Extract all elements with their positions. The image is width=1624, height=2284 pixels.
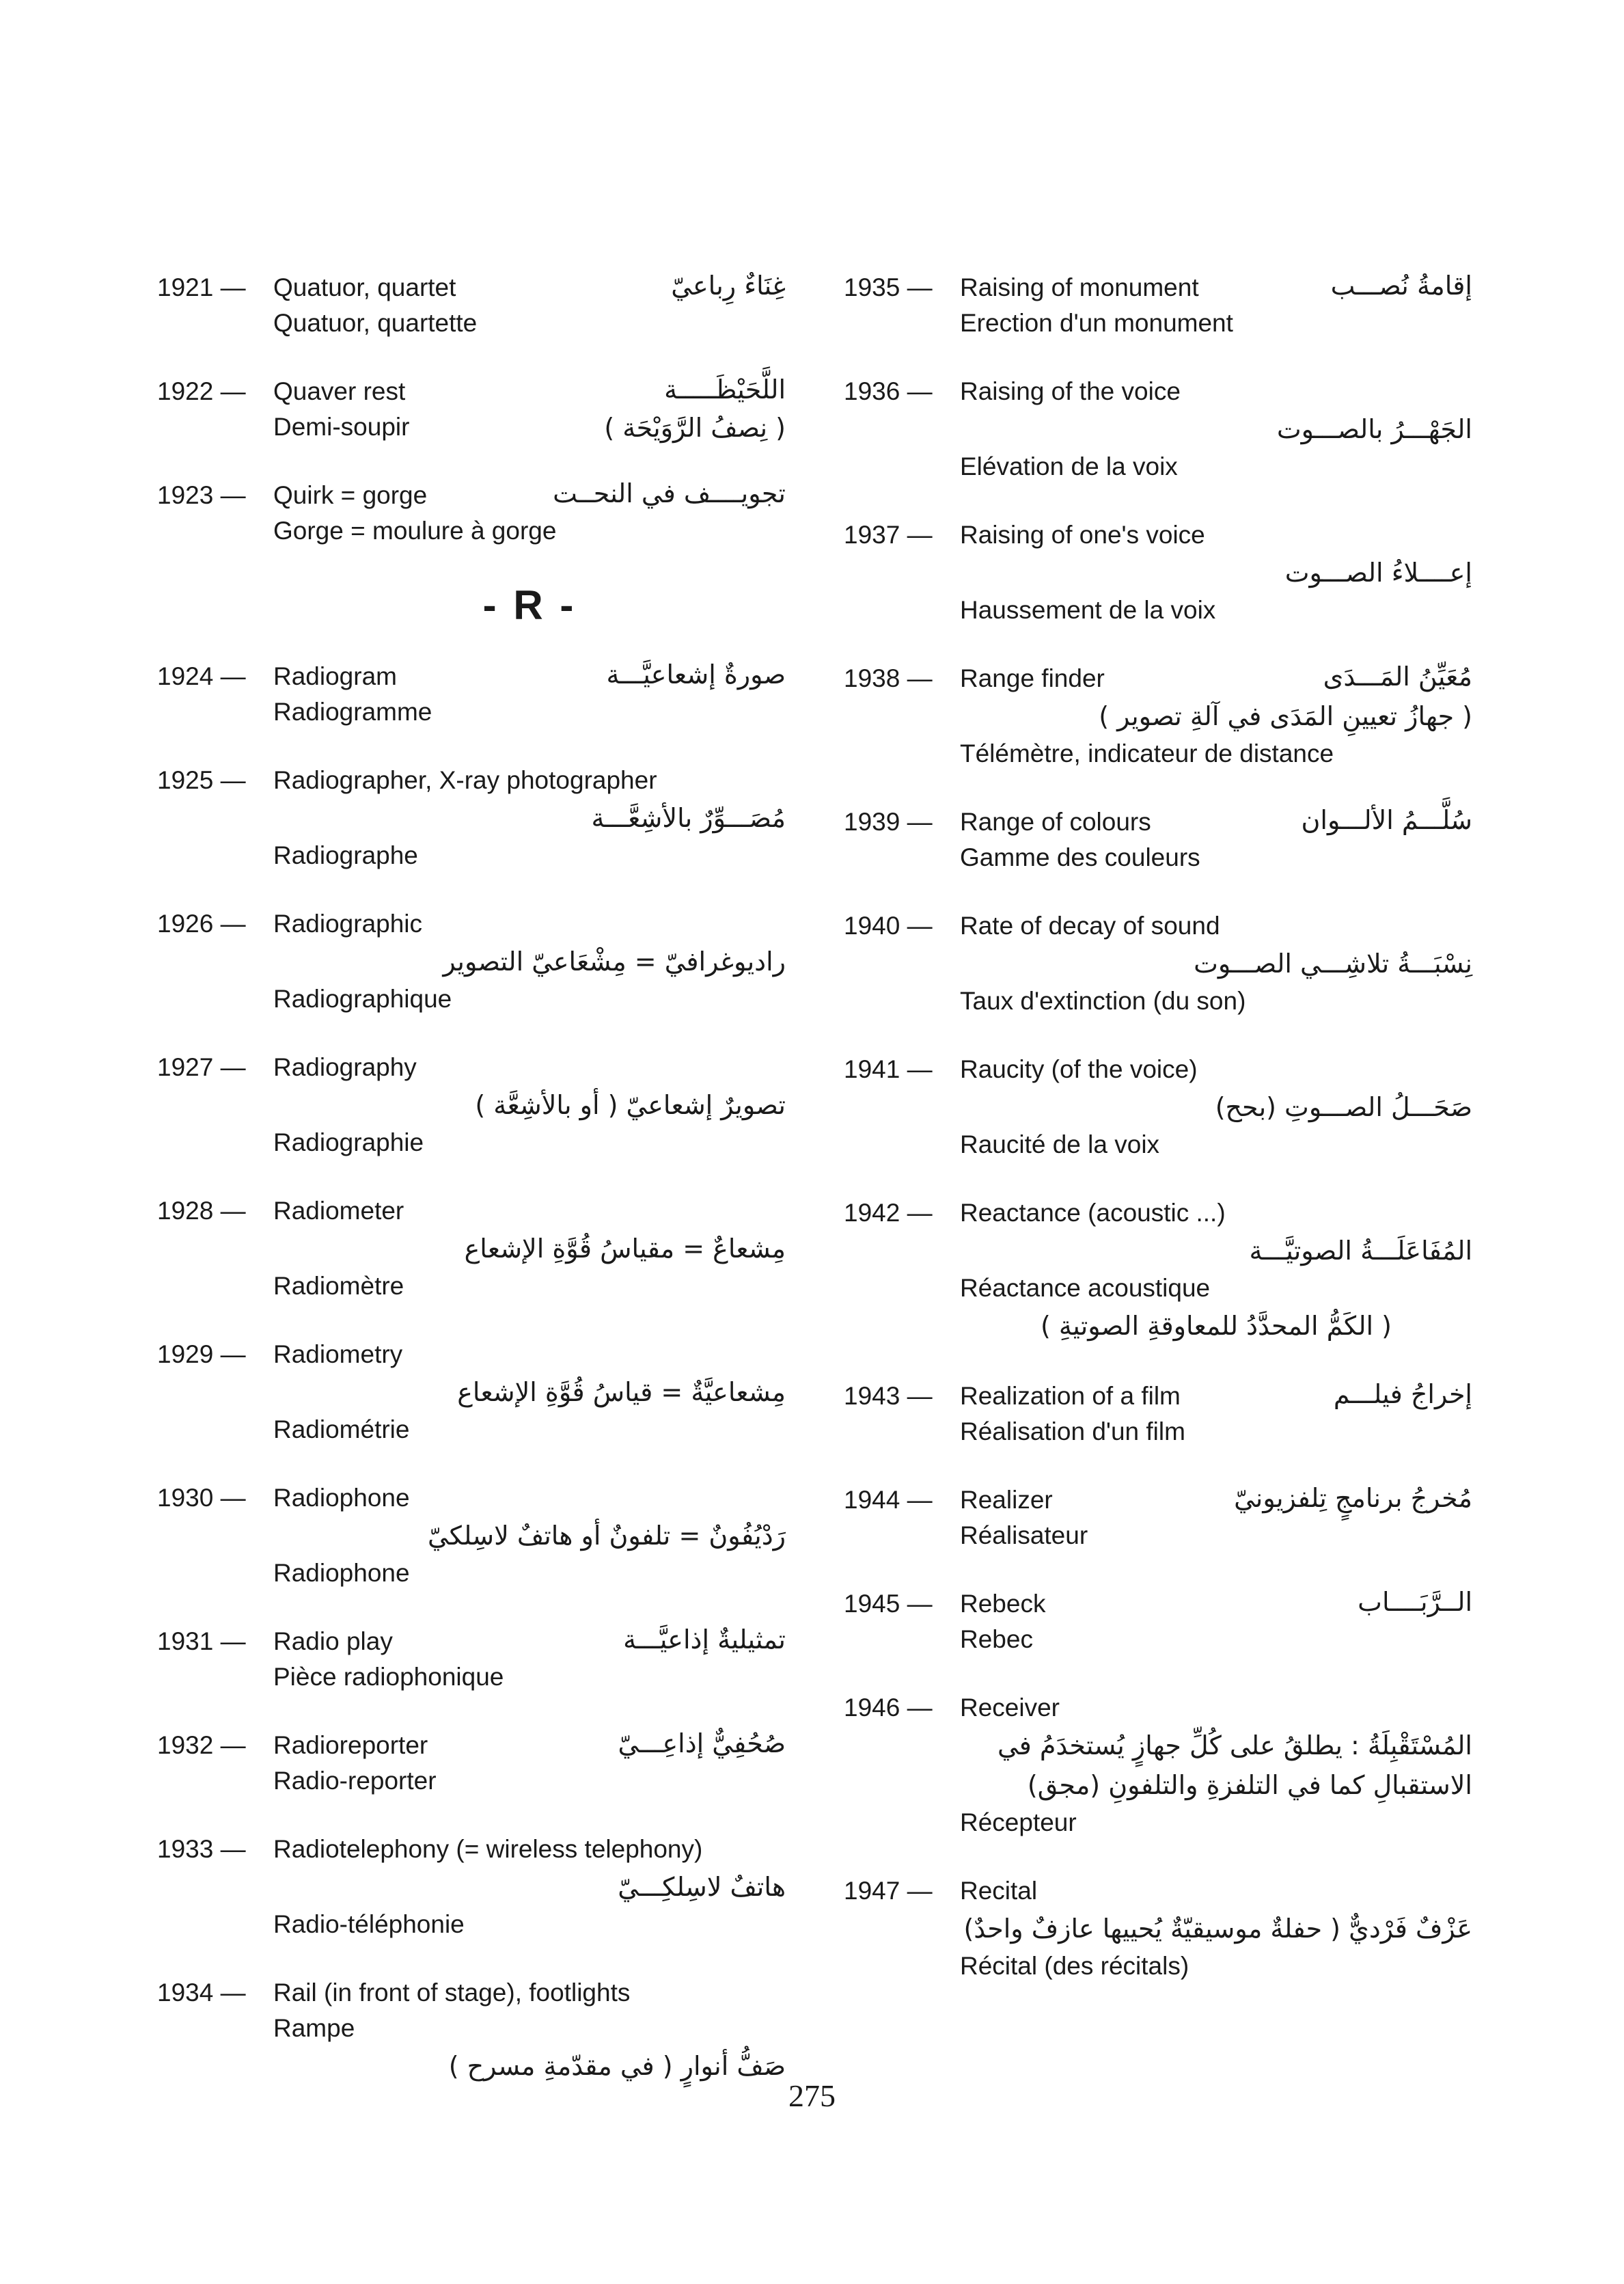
arabic-term: إعــــلاءُ الصـــوت [1284, 558, 1472, 588]
english-term: Radiogram [273, 662, 397, 690]
entry-body [273, 763, 786, 873]
french-term: Elévation de la voix [960, 452, 1178, 480]
dictionary-entry [844, 270, 1472, 341]
french-term: Radiographe [273, 841, 418, 869]
french-term: Radiomètre [273, 1272, 404, 1300]
dictionary-entry [844, 1052, 1472, 1163]
dictionary-entry [157, 1337, 786, 1447]
english-term: Radiographer, X-ray photographer [273, 766, 657, 794]
french-term: Radio-reporter [273, 1767, 437, 1795]
entry-body [960, 1195, 1472, 1346]
french-term: Radiographie [273, 1128, 424, 1156]
arabic-term: سُلَّـــمُ الألـــوان [1301, 805, 1472, 835]
dictionary-entry [844, 374, 1472, 485]
arabic-term: صَفُّ أنوارٍ ( في مقدّمةِ مسرح ) [448, 2051, 786, 2081]
entry-number: 1943 — [844, 1382, 933, 1410]
french-term: Radiophone [273, 1559, 410, 1587]
entry-body [273, 1975, 786, 2086]
dictionary-entry [844, 1482, 1472, 1553]
french-term: Récital (des récitals) [960, 1952, 1189, 1980]
arabic-term: تصويرٌ إشعاعيّ ( أو بالأشِعَّة ) [475, 1090, 786, 1120]
english-term: Radiometer [273, 1197, 404, 1225]
entry-number: 1928 — [157, 1197, 246, 1225]
entry-number: 1941 — [844, 1055, 933, 1083]
arabic-term: إقامةُ نُصـــب [1330, 271, 1472, 301]
page-number: 275 [788, 2078, 836, 2113]
dictionary-entry [844, 1195, 1472, 1346]
entry-number: 1939 — [844, 808, 933, 836]
entry-number: 1927 — [157, 1053, 246, 1081]
english-term: Radiographic [273, 910, 423, 938]
french-term: Télémètre, indicateur de distance [960, 739, 1334, 767]
french-term: Radiométrie [273, 1415, 410, 1443]
entry-body [960, 1052, 1472, 1163]
entry-body [273, 1480, 786, 1591]
french-term: Rampe [273, 2014, 355, 2042]
french-term: Réalisation d'un film [960, 1417, 1185, 1445]
french-term: Gamme des couleurs [960, 843, 1200, 871]
right-column [844, 270, 1472, 2017]
english-term: Range of colours [960, 808, 1151, 836]
entry-body [960, 1690, 1472, 1840]
french-term: Taux d'extinction (du son) [960, 987, 1246, 1015]
arabic-term: تجويــــف في النحــت [553, 478, 786, 508]
left-column [157, 270, 786, 2119]
entry-body [273, 906, 786, 1017]
dictionary-entry [157, 1193, 786, 1304]
dictionary-entry [844, 661, 1472, 772]
dictionary-entry [157, 763, 786, 873]
entry-number: 1934 — [157, 1979, 246, 2007]
entry-number: 1938 — [844, 664, 933, 692]
english-term: Quatuor, quartet [273, 273, 456, 301]
entry-number: 1932 — [157, 1731, 246, 1759]
french-term: Radiographique [273, 985, 452, 1013]
arabic-term: عَزْفٌ فَرْديٌّ ( حفلةٌ موسيقيّةٌ يُحييها عازفٌ واحدٌ) [963, 1914, 1472, 1944]
french-term: Gorge = moulure à gorge [273, 517, 557, 545]
dictionary-entry [157, 1832, 786, 1942]
french-term: Erection d'un monument [960, 309, 1233, 337]
arabic-term: مُصَـــوِّرٌ بالأشِعَّـــة [591, 803, 786, 833]
dictionary-entry [157, 270, 786, 341]
dictionary-entry [157, 1480, 786, 1591]
entry-body [273, 1193, 786, 1304]
entry-number: 1933 — [157, 1835, 246, 1863]
entry-number: 1921 — [157, 273, 246, 301]
french-term: Rebec [960, 1625, 1033, 1653]
arabic-note: ( جهازُ تعيينِ المَدَى في آلةِ تصوير ) [1099, 701, 1472, 731]
french-term: Radio-téléphonie [273, 1910, 465, 1938]
dictionary-entry [844, 1873, 1472, 1984]
english-term: Reactance (acoustic ...) [960, 1199, 1226, 1227]
english-term: Raising of the voice [960, 377, 1181, 405]
english-term: Radiophone [273, 1484, 410, 1512]
dictionary-entry [844, 1586, 1472, 1657]
french-term: Demi-soupir ( نِصفُ الرَّوَيْحَة ) [273, 409, 786, 445]
dictionary-entry [157, 1728, 786, 1799]
arabic-term: الــرَّبَــــاب [1358, 1587, 1472, 1617]
arabic-term: تمثيليةٌ إذاعيَّـــة [623, 1624, 786, 1655]
english-term: Radio play [273, 1627, 393, 1655]
arabic-term: مُخرجُ برنامجٍ تِلفزيونيّ [1234, 1483, 1472, 1513]
entry-number: 1944 — [844, 1486, 933, 1514]
entry-number: 1937 — [844, 521, 933, 549]
french-term: Réalisateur [960, 1521, 1088, 1549]
english-term: Realizer [960, 1486, 1053, 1514]
english-term: Realization of a film [960, 1382, 1181, 1410]
arabic-term: نِسْبَـــةُ تلاشِـــي الصـــوت [1194, 949, 1472, 979]
dictionary-entry [844, 1690, 1472, 1840]
entry-body [273, 1050, 786, 1160]
entry-number: 1922 — [157, 377, 246, 405]
entry-number: 1930 — [157, 1484, 246, 1512]
english-term: Radiotelephony (= wireless telephony) [273, 1835, 703, 1863]
entry-body [960, 374, 1472, 485]
english-term: Receiver [960, 1694, 1060, 1722]
english-term: Quirk = gorge [273, 481, 428, 509]
entry-number: 1923 — [157, 481, 246, 509]
arabic-term: صَحَـــلُ الصـــوتِ (بحح) [1215, 1092, 1472, 1122]
arabic-term: الجَهْـــرُ بالصـــوت [1276, 414, 1472, 444]
french-term: Réactance acoustique [960, 1274, 1211, 1302]
entry-number: 1929 — [157, 1340, 246, 1368]
english-term: Rate of decay of sound [960, 912, 1220, 940]
english-term: Radioreporter [273, 1731, 428, 1759]
french-term: Haussement de la voix [960, 596, 1216, 624]
arabic-term-continued: الاستقبالِ كما في التلفزةِ والتلفونِ (مجق) [1027, 1770, 1472, 1800]
dictionary-entry [157, 1975, 786, 2086]
french-term: Récepteur [960, 1808, 1077, 1836]
dictionary-entry [157, 1050, 786, 1160]
arabic-term: صُحُفِيٌّ إذاعِـــيّ [618, 1728, 786, 1758]
entry-body [960, 1873, 1472, 1984]
entry-body [960, 908, 1472, 1019]
arabic-term: إخراجُ فيلـــم [1333, 1379, 1472, 1409]
arabic-term: هاتفٌ لاسِلكِـــيّ [618, 1872, 786, 1902]
dictionary-entry [157, 906, 786, 1017]
english-term: Rebeck [960, 1590, 1046, 1618]
dictionary-entry [844, 804, 1472, 875]
dictionary-entry [844, 908, 1472, 1019]
english-term: Range finder [960, 664, 1105, 692]
arabic-term: مِشعاعيَّةٌ = قياسُ قُوَّةِ الإشعاع [457, 1377, 786, 1407]
arabic-note: ( نِصفُ الرَّوَيْحَة ) [604, 413, 786, 443]
dictionary-entry [157, 478, 786, 549]
dictionary-entry [844, 517, 1472, 628]
english-term: Radiometry [273, 1340, 403, 1368]
entry-number: 1926 — [157, 910, 246, 938]
entry-body [273, 1337, 786, 1447]
arabic-term: المُفَاعَلَـــةُ الصوتيَّـــة [1249, 1236, 1472, 1266]
arabic-note: ( الكَمُّ المحدَّدُ للمعاوقةِ الصوتيةِ ) [1040, 1311, 1392, 1341]
french-term: Quatuor, quartette [273, 309, 478, 337]
english-term: Raising of monument [960, 273, 1199, 301]
english-term: Raising of one's voice [960, 521, 1205, 549]
arabic-term: غِنَاءٌ رِباعيّ [671, 271, 786, 301]
english-term: Raucity (of the voice) [960, 1055, 1198, 1083]
arabic-term: المُسْتَقْبِلَةُ : يطلقُ على كُلِّ جهازٍ يُستخدَمُ في [997, 1730, 1472, 1760]
english-term: Recital [960, 1877, 1038, 1905]
entry-number: 1931 — [157, 1627, 246, 1655]
entry-number: 1924 — [157, 662, 246, 690]
dictionary-entry [157, 659, 786, 730]
arabic-term: راديوغرافيّ = مِشْعَاعيّ التصوير [443, 947, 786, 977]
arabic-term: صورةٌ إشعاعيَّـــة [606, 660, 786, 690]
arabic-term: رَدْيُفُونٌ = تلفونٌ أو هاتفٌ لاسِلكيّ [428, 1521, 786, 1551]
entry-number: 1940 — [844, 912, 933, 940]
entry-body [273, 1832, 786, 1942]
arabic-term: مُعَيِّنُ المَـــدَى [1323, 662, 1472, 692]
dictionary-entry [157, 1624, 786, 1695]
entry-number: 1945 — [844, 1590, 933, 1618]
section-letter-heading: - R - [482, 582, 577, 628]
entry-number: 1936 — [844, 377, 933, 405]
english-term: Radiography [273, 1053, 417, 1081]
dictionary-entry [844, 1378, 1472, 1450]
french-term: Raucité de la voix [960, 1130, 1160, 1158]
dictionary-entry [157, 374, 786, 445]
entry-number: 1947 — [844, 1877, 933, 1905]
english-term: Quaver rest [273, 377, 406, 405]
entry-number: 1942 — [844, 1199, 933, 1227]
french-term: Radiogramme [273, 698, 432, 726]
arabic-term: مِشعاعٌ = مقياسُ قُوَّةِ الإشعاع [464, 1234, 786, 1264]
entry-number: 1935 — [844, 273, 933, 301]
french-term: Pièce radiophonique [273, 1663, 504, 1691]
entry-number: 1946 — [844, 1694, 933, 1722]
english-term: Rail (in front of stage), footlights [273, 1979, 631, 2007]
entry-body [960, 517, 1472, 628]
entry-number: 1925 — [157, 766, 246, 794]
arabic-term: اللَّحَيْظَـــــة [664, 375, 786, 405]
